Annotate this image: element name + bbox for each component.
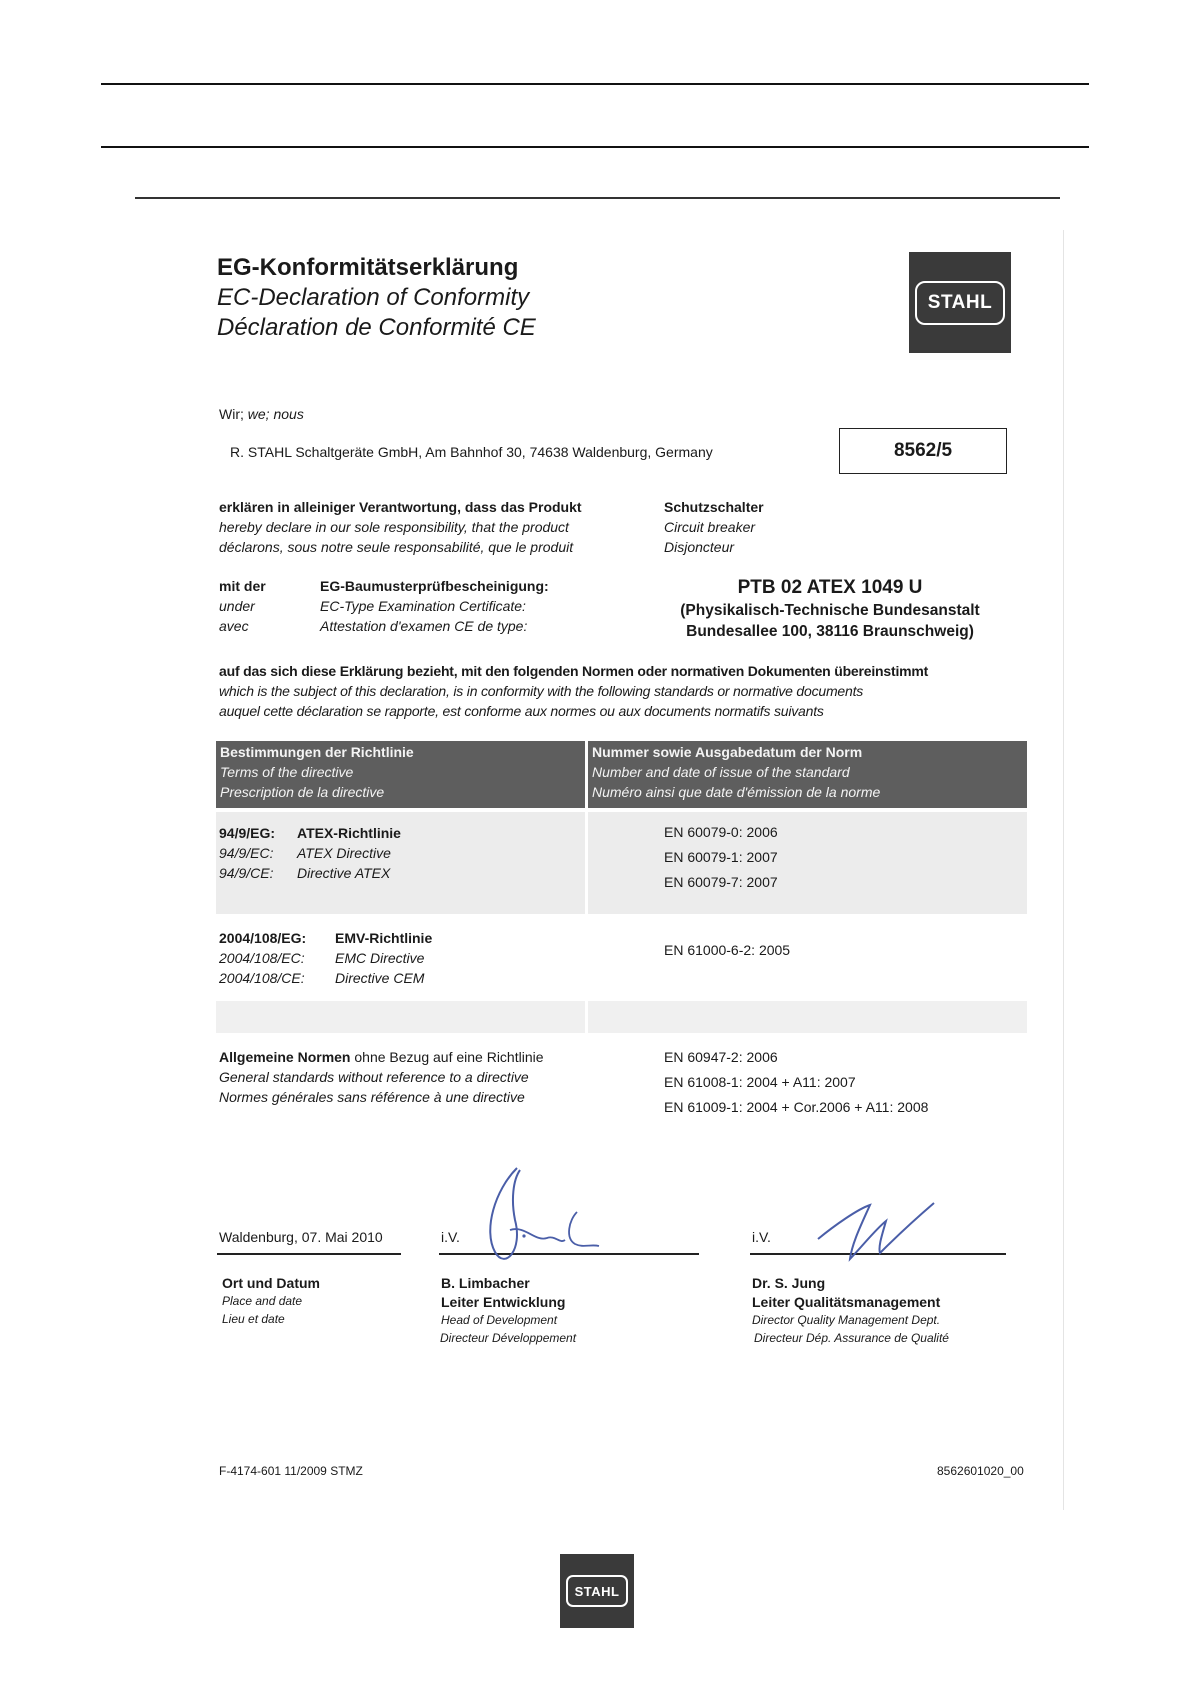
header-left-de: Bestimmungen der Richtlinie [220, 744, 414, 760]
product-en: Circuit breaker [664, 519, 756, 535]
stahl-logo-text: STAHL [915, 281, 1005, 325]
directive-code: 94/9/CE: [219, 865, 274, 881]
conformity-de: auf das sich diese Erklärung bezieht, mit den folgenden Normen oder normativen Dokumenten übereinstimmt [219, 663, 929, 679]
standard-item: EN 60079-0: 2006 [664, 824, 778, 840]
header-right-de: Nummer sowie Ausgabedatum der Norm [592, 744, 863, 760]
with-de: mit der [219, 578, 266, 594]
stahl-footer-logo-text: STAHL [566, 1575, 628, 1607]
declare-en: hereby declare in our sole responsibility, that the product [219, 519, 569, 535]
we-de: Wir; [219, 406, 244, 422]
directive-code: 94/9/EG: [219, 825, 276, 841]
signer1-name: B. Limbacher [441, 1275, 530, 1291]
directive-name: Directive CEM [335, 970, 425, 986]
header-right-fr: Numéro ainsi que date d'émission de la norme [592, 784, 881, 800]
directive-name: ATEX Directive [297, 845, 391, 861]
document-number: 8562/5 [839, 428, 1007, 474]
place-date-en: Place and date [222, 1294, 303, 1308]
certificate-label-en: EC-Type Examination Certificate: [320, 598, 526, 614]
header-left-fr: Prescription de la directive [220, 784, 385, 800]
product-fr: Disjoncteur [664, 539, 735, 555]
place-date-value: Waldenburg, 07. Mai 2010 [219, 1229, 383, 1245]
signer2-name: Dr. S. Jung [752, 1275, 826, 1291]
header-left-en: Terms of the directive [220, 764, 354, 780]
form-number: F-4174-601 11/2009 STMZ [219, 1464, 363, 1478]
signer2-title-de: Leiter Qualitätsmanagement [752, 1294, 941, 1310]
signer1-title-en: Head of Development [441, 1313, 558, 1327]
place-date-de: Ort und Datum [222, 1275, 320, 1291]
document-code: 8562601020_00 [937, 1464, 1024, 1478]
directive-name: EMV-Richtlinie [335, 930, 433, 946]
product-de: Schutzschalter [664, 499, 764, 515]
top-rule [101, 83, 1089, 85]
empty-band-left [216, 1001, 585, 1033]
general-standard: EN 61009-1: 2004 + Cor.2006 + A11: 2008 [664, 1099, 929, 1115]
title-de: EG-Konformitätserklärung [217, 254, 519, 281]
second-rule [101, 146, 1089, 148]
directive-name: EMC Directive [335, 950, 425, 966]
we-line [219, 405, 304, 424]
directive-code: 94/9/EC: [219, 845, 274, 861]
signer1-title-de: Leiter Entwicklung [441, 1294, 566, 1310]
certificate-number: PTB 02 ATEX 1049 U [737, 577, 923, 598]
signer2-title-fr: Directeur Dép. Assurance de Qualité [754, 1331, 949, 1345]
certificate-address: Bundesallee 100, 38116 Braunschweig) [686, 623, 974, 640]
scan-edge [1063, 230, 1064, 1510]
general-standard: EN 60947-2: 2006 [664, 1049, 778, 1065]
we-fr: nous [273, 406, 304, 422]
with-en: under [219, 598, 255, 614]
conformity-fr: auquel cette déclaration se rapporte, est conforme aux normes ou aux documents normatifs suivants [219, 703, 824, 719]
directive-name: ATEX-Richtlinie [297, 825, 401, 841]
signer1-iv: i.V. [441, 1229, 460, 1245]
place-date-line [217, 1253, 401, 1255]
certificate-label-fr: Attestation d'examen CE de type: [320, 618, 528, 634]
signer1-title-fr: Directeur Développement [440, 1331, 577, 1345]
with-fr: avec [219, 618, 249, 634]
general-standard: EN 61008-1: 2004 + A11: 2007 [664, 1074, 856, 1090]
certificate-body: (Physikalisch-Technische Bundesanstalt [680, 602, 980, 619]
empty-band-right [588, 1001, 1027, 1033]
directive-name: Directive ATEX [297, 865, 391, 881]
stahl-footer-logo [560, 1554, 634, 1628]
we-en: we; [247, 406, 270, 422]
place-date-fr: Lieu et date [222, 1312, 285, 1326]
signature-limbacher [465, 1160, 625, 1270]
general-de-bold: Allgemeine Normen [219, 1049, 351, 1065]
scan-top-rule [135, 197, 1060, 199]
standard-item: EN 60079-7: 2007 [664, 874, 778, 890]
conformity-en: which is the subject of this declaration, is in conformity with the following standards or normative documents [219, 683, 864, 699]
title-fr: Déclaration de Conformité CE [217, 314, 536, 341]
signer2-iv: i.V. [752, 1229, 771, 1245]
certificate-label-de: EG-Baumusterprüfbescheinigung: [320, 578, 549, 594]
general-en: General standards without reference to a directive [219, 1069, 529, 1085]
general-fr: Normes générales sans référence à une directive [219, 1089, 525, 1105]
directive-code: 2004/108/EG: [219, 930, 307, 946]
company-address: R. STAHL Schaltgeräte GmbH, Am Bahnhof 30, 74638 Waldenburg, Germany [230, 444, 713, 460]
stahl-logo [909, 252, 1011, 353]
atex-band-right [588, 812, 1027, 914]
header-right-en: Number and date of issue of the standard [592, 764, 850, 780]
declare-fr: déclarons, sous notre seule responsabilité, que le produit [219, 539, 574, 555]
directive-code: 2004/108/EC: [219, 950, 305, 966]
title-en: EC-Declaration of Conformity [217, 284, 530, 311]
standard-item: EN 60079-1: 2007 [664, 849, 778, 865]
general-de-rest: ohne Bezug auf eine Richtlinie [350, 1049, 544, 1065]
standard-item: EN 61000-6-2: 2005 [664, 942, 791, 958]
declare-de: erklären in alleiniger Verantwortung, dass das Produkt [219, 499, 582, 515]
signature-jung [810, 1195, 940, 1270]
signer2-title-en: Director Quality Management Dept. [752, 1313, 941, 1327]
general-de [219, 1048, 544, 1067]
directive-code: 2004/108/CE: [219, 970, 305, 986]
